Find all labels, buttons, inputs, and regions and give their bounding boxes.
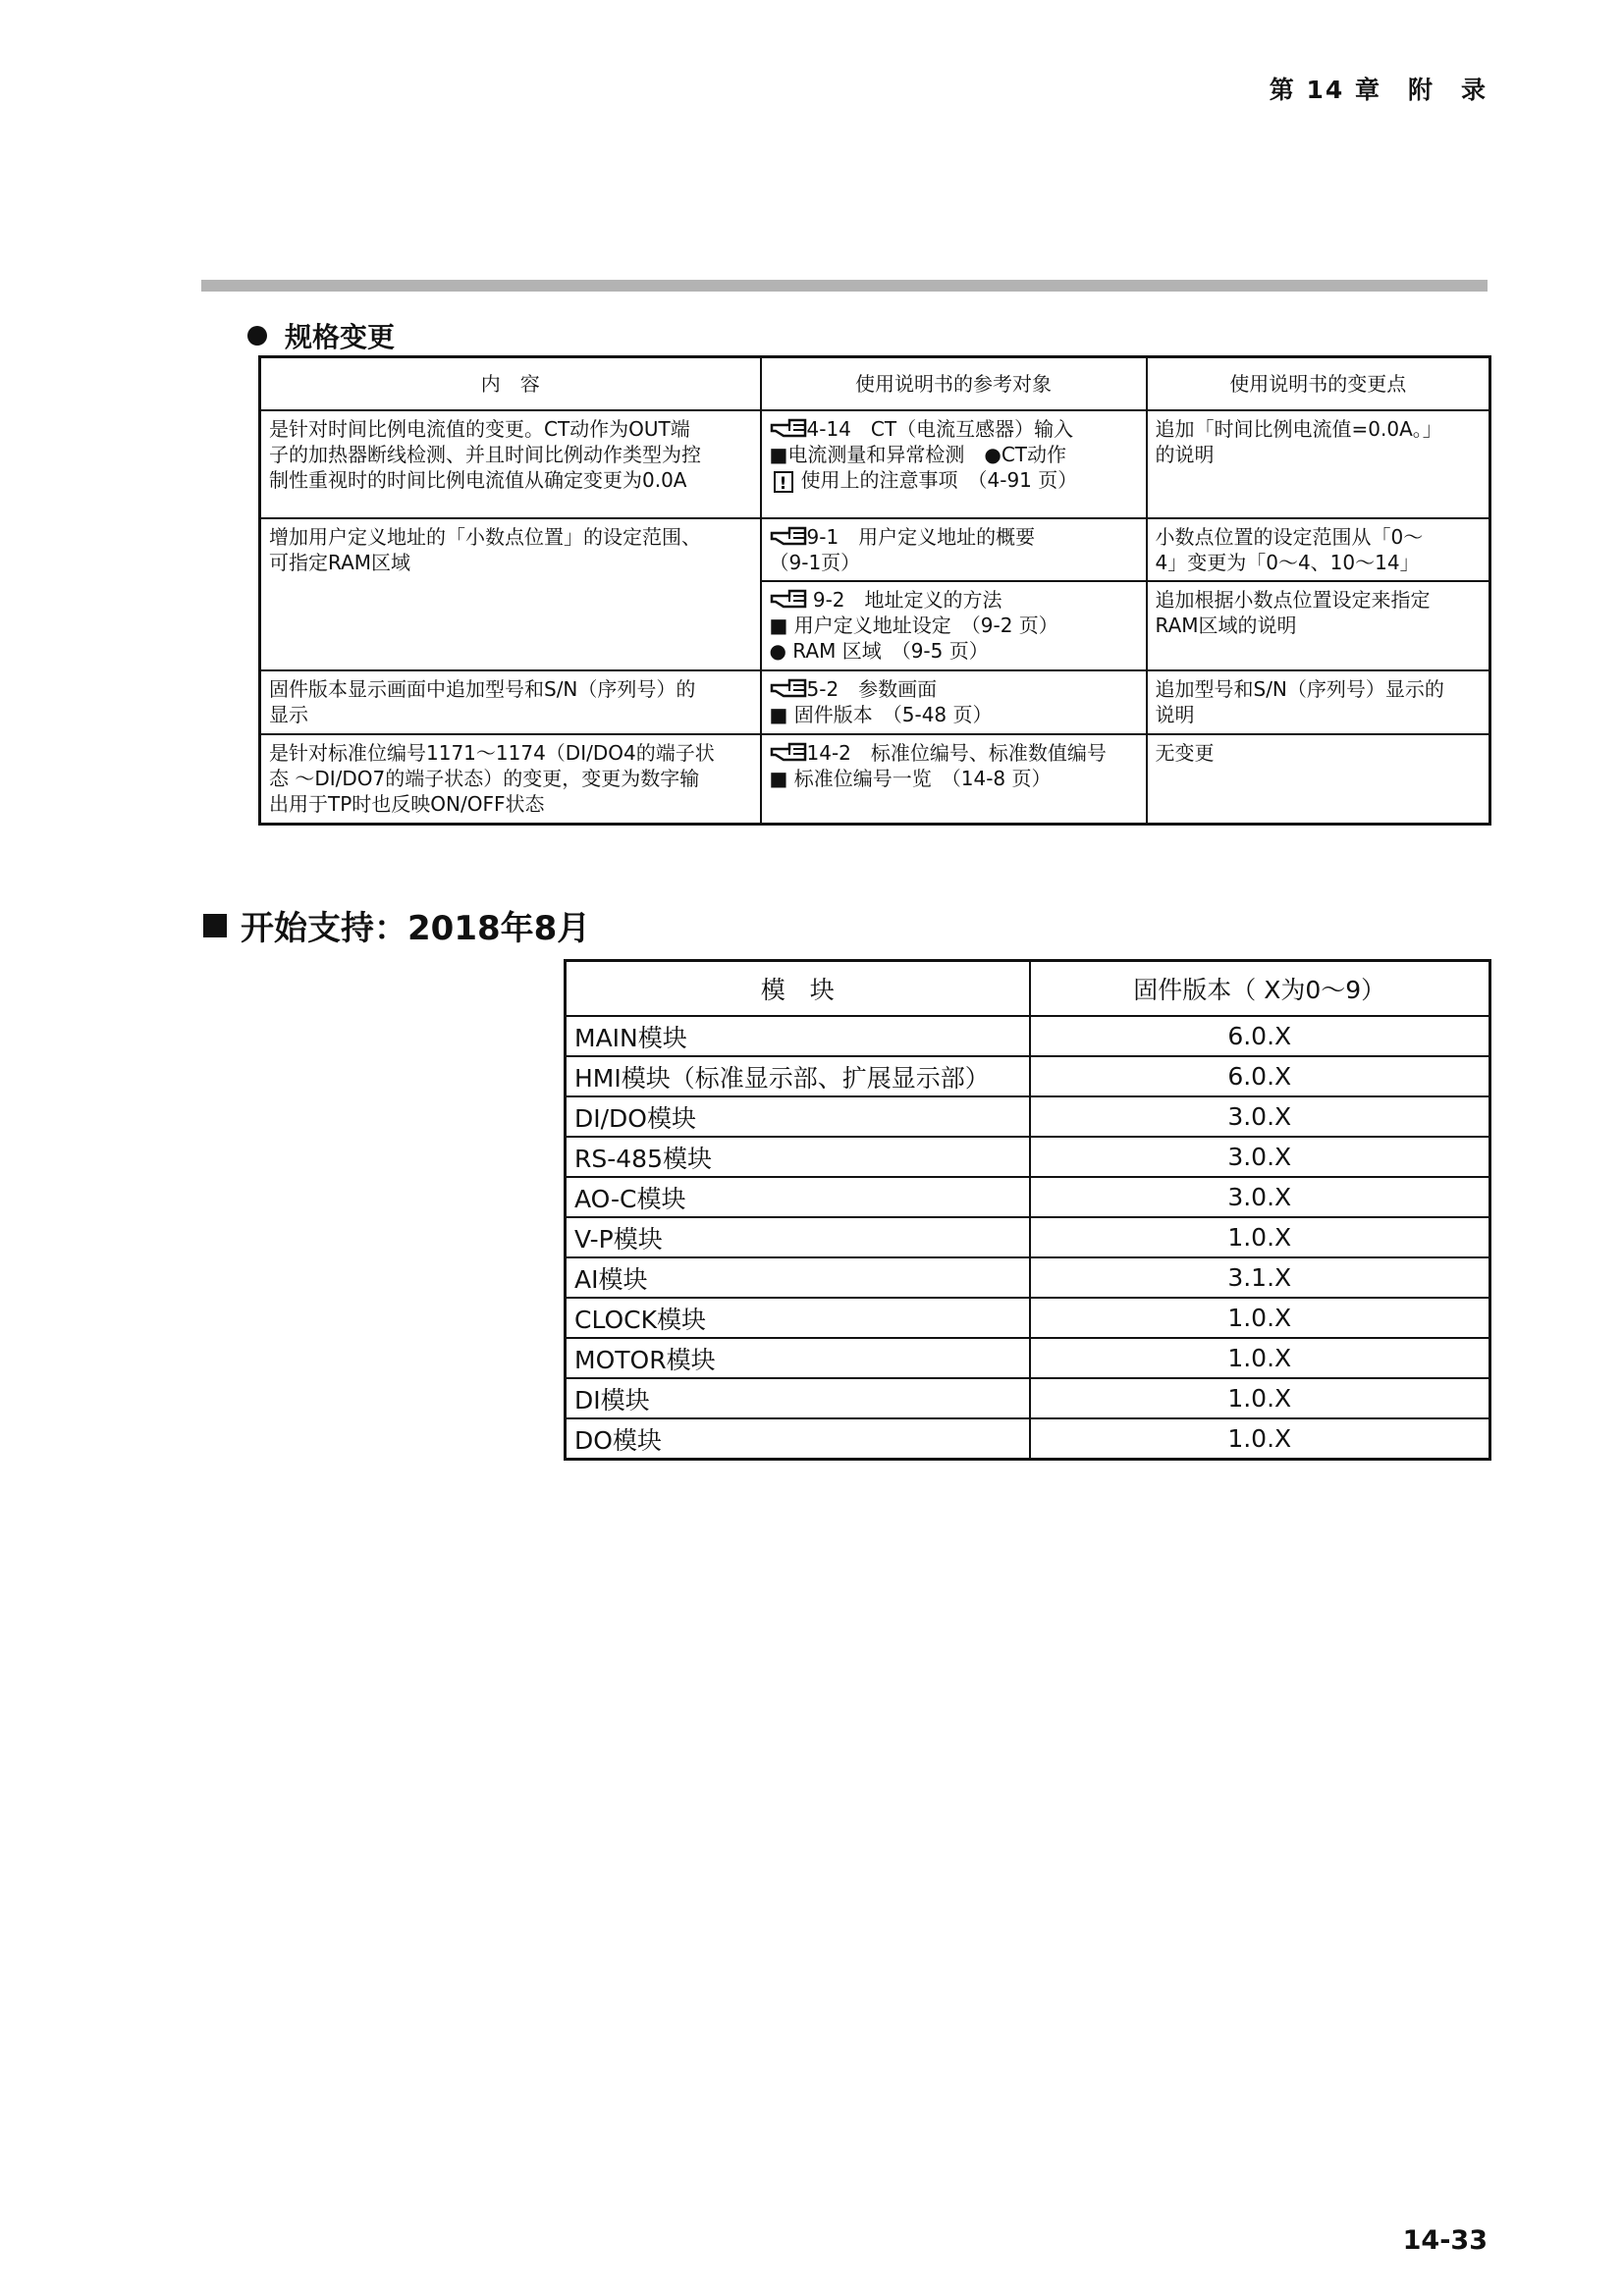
column-header-change: 使用说明书的变更点 (1147, 357, 1490, 411)
content-line: 制性重视时的时间比例电流值从确定变更为0.0A (269, 468, 687, 492)
support-section-heading (203, 901, 590, 949)
table-row (260, 734, 1490, 825)
spec-change-heading (247, 316, 395, 355)
table-row (566, 1056, 1490, 1096)
spec-change-table (258, 355, 1491, 826)
pointing-hand-icon (770, 741, 807, 763)
module-name: CLOCK模块 (566, 1298, 1030, 1338)
content-line: 子的加热器断线检测、并且时间比例动作类型为控 (269, 443, 701, 466)
column-header-firmware: 固件版本（ X为0～9） (1030, 961, 1490, 1017)
table-row (566, 1096, 1490, 1137)
content-line: 出用于TP时也反映ON/OFF状态 (269, 792, 545, 816)
pointing-hand-icon (770, 677, 807, 699)
table-row (566, 1016, 1490, 1056)
table-row (566, 1137, 1490, 1177)
change-line: 的说明 (1155, 443, 1215, 466)
module-name: DI/DO模块 (566, 1096, 1030, 1137)
change-line: RAM区域的说明 (1155, 614, 1297, 637)
firmware-version: 6.0.X (1030, 1016, 1490, 1056)
module-name: DI模块 (566, 1378, 1030, 1418)
spec-change-title: 规格变更 (285, 321, 396, 353)
content-line: 态 ～DI/DO7的端子状态）的变更，变更为数字输 (269, 767, 700, 790)
firmware-version: 1.0.X (1030, 1418, 1490, 1460)
page-number: 14-33 (1402, 2225, 1488, 2256)
module-name: MOTOR模块 (566, 1338, 1030, 1378)
column-header-content: 内 容 (260, 357, 761, 411)
content-line: 可指定RAM区域 (269, 551, 411, 574)
table-row (566, 1338, 1490, 1378)
change-line: 追加型号和S/N（序列号）显示的 (1155, 677, 1444, 701)
pointing-hand-icon (770, 417, 807, 439)
support-title: 开始支持：2018年8月 (241, 909, 591, 948)
section-divider (201, 280, 1488, 292)
column-header-module: 模 块 (566, 961, 1030, 1017)
module-name: AO-C模块 (566, 1177, 1030, 1217)
firmware-version: 3.0.X (1030, 1137, 1490, 1177)
reference-detail: ■电流测量和异常检测 ●CT动作 (769, 443, 1067, 466)
change-line: 小数点位置的设定范围从「0～ (1155, 525, 1424, 549)
table-header-row (566, 961, 1490, 1017)
reference-link[interactable]: 使用上的注意事项 （4-91 页） (800, 468, 1078, 492)
pointing-hand-icon (770, 525, 807, 547)
reference-link[interactable]: 9-2 地址定义的方法 (806, 588, 1002, 612)
content-line: 增加用户定义地址的「小数点位置」的设定范围、 (269, 525, 701, 549)
pointing-hand-icon (770, 588, 807, 610)
table-row (260, 518, 1490, 581)
table-row (566, 1378, 1490, 1418)
firmware-version: 1.0.X (1030, 1217, 1490, 1257)
firmware-version: 1.0.X (1030, 1378, 1490, 1418)
reference-link[interactable]: 9-1 用户定义地址的概要 (806, 525, 1036, 549)
firmware-version: 3.0.X (1030, 1177, 1490, 1217)
reference-link[interactable]: 5-2 参数画面 (806, 677, 938, 701)
change-line: 无变更 (1155, 741, 1215, 765)
module-name: DO模块 (566, 1418, 1030, 1460)
table-row (260, 670, 1490, 734)
firmware-version: 6.0.X (1030, 1056, 1490, 1096)
reference-link[interactable]: 4-14 CT（电流互感器）输入 (806, 417, 1074, 441)
bullet-circle-icon (247, 326, 267, 346)
firmware-version-table (564, 959, 1491, 1461)
table-header-row (260, 357, 1490, 411)
table-row (566, 1418, 1490, 1460)
table-row (260, 410, 1490, 518)
table-row (566, 1217, 1490, 1257)
column-header-reference: 使用说明书的参考对象 (761, 357, 1147, 411)
content-line: 显示 (269, 703, 308, 726)
module-name: AI模块 (566, 1257, 1030, 1298)
change-line: 追加根据小数点位置设定来指定 (1155, 588, 1431, 612)
firmware-version: 3.1.X (1030, 1257, 1490, 1298)
reference-link[interactable]: 14-2 标准位编号、标准数值编号 (806, 741, 1107, 765)
table-row (566, 1298, 1490, 1338)
table-row (566, 1177, 1490, 1217)
reference-detail: ● RAM 区域 （9-5 页） (769, 639, 989, 663)
reference-detail: ■ 固件版本 （5-48 页） (769, 703, 993, 726)
chapter-header: 第 14 章 附 录 (1269, 76, 1488, 104)
caution-icon: ! (774, 471, 793, 493)
module-name: HMI模块（标准显示部、扩展显示部） (566, 1056, 1030, 1096)
reference-detail: ■ 用户定义地址设定 （9-2 页） (769, 614, 1058, 637)
change-line: 说明 (1155, 703, 1195, 726)
bullet-square-icon (203, 914, 227, 937)
content-line: 是针对标准位编号1171～1174（DI/DO4的端子状 (269, 741, 715, 765)
change-line: 追加「时间比例电流值=0.0A。」 (1155, 417, 1442, 441)
firmware-version: 1.0.X (1030, 1338, 1490, 1378)
content-line: 固件版本显示画面中追加型号和S/N（序列号）的 (269, 677, 696, 701)
reference-detail: ■ 标准位编号一览 （14-8 页） (769, 767, 1052, 790)
firmware-version: 3.0.X (1030, 1096, 1490, 1137)
content-line: 是针对时间比例电流值的变更。CT动作为OUT端 (269, 417, 690, 441)
firmware-version: 1.0.X (1030, 1298, 1490, 1338)
module-name: V-P模块 (566, 1217, 1030, 1257)
module-name: MAIN模块 (566, 1016, 1030, 1056)
table-row (566, 1257, 1490, 1298)
reference-detail: （9-1页） (769, 551, 861, 574)
change-line: 4」变更为「0～4、10～14」 (1155, 551, 1420, 574)
module-name: RS-485模块 (566, 1137, 1030, 1177)
